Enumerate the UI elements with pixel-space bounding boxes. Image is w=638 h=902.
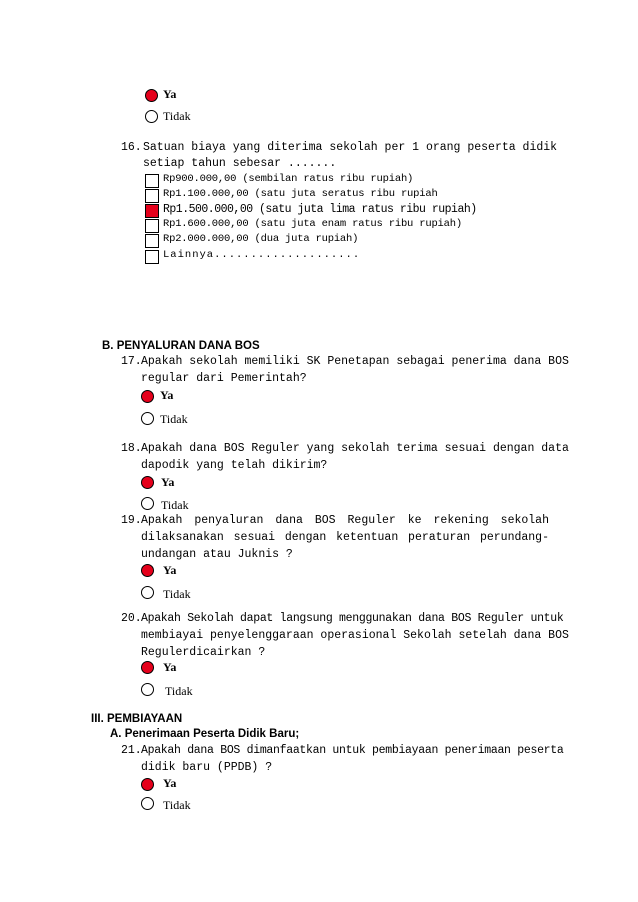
q17-radio-tidak[interactable] <box>141 412 154 425</box>
section-b-title: B. PENYALURAN DANA BOS <box>102 340 260 352</box>
q18-label-tidak: Tidak <box>161 498 189 512</box>
q16-option-2: Rp1.100.000,00 (satu juta seratus ribu rupiah <box>163 188 438 200</box>
q16-checkbox-1[interactable] <box>145 174 159 188</box>
q16-checkbox-4[interactable] <box>145 219 159 233</box>
q21-radio-tidak[interactable] <box>141 797 154 810</box>
q20-text-line2: membiayai penyelenggaraan operasional Sekolah setelah dana BOS <box>141 629 569 642</box>
q18-label-ya: Ya <box>161 475 175 489</box>
q21-label-tidak: Tidak <box>163 798 191 812</box>
q20-text-line1: Apakah Sekolah dapat langsung menggunakan dana BOS Reguler untuk <box>141 612 564 625</box>
q18-text-line2: dapodik yang telah dikirim? <box>141 459 328 472</box>
q21-label-ya: Ya <box>163 776 177 790</box>
q20-label-tidak: Tidak <box>165 684 193 698</box>
q19-text-line2: dilaksanakan sesuai dengan ketentuan peraturan perundang- <box>141 531 549 544</box>
q19-text-line3: undangan atau Juknis ? <box>141 548 293 561</box>
q16-option-3: Rp1.500.000,00 (satu juta lima ratus ribu rupiah) <box>163 203 477 216</box>
q19-text-line1: Apakah penyaluran dana BOS Reguler ke rekening sekolah <box>141 514 549 527</box>
q20-text-line3: Regulerdicairkan ? <box>141 646 266 659</box>
q17-label-tidak: Tidak <box>160 412 188 426</box>
q18-number: 18. <box>121 442 142 455</box>
q17-text-line1: Apakah sekolah memiliki SK Penetapan sebagai penerima dana BOS <box>141 355 569 368</box>
q16-text-line1: Satuan biaya yang diterima sekolah per 1 orang peserta didik <box>143 141 558 154</box>
q20-radio-ya[interactable] <box>141 661 154 674</box>
q18-text-line1: Apakah dana BOS Reguler yang sekolah terima sesuai dengan data <box>141 442 569 455</box>
q15-label-tidak: Tidak <box>163 109 191 123</box>
q17-text-line2: regular dari Pemerintah? <box>141 372 307 385</box>
q17-label-ya: Ya <box>160 388 174 402</box>
section-iii-title: III. PEMBIAYAAN <box>91 713 183 725</box>
q15-radio-tidak[interactable] <box>145 110 158 123</box>
q16-checkbox-5[interactable] <box>145 234 159 248</box>
q16-text-line2: setiap tahun sebesar ....... <box>143 157 337 170</box>
q16-checkbox-2[interactable] <box>145 189 159 203</box>
section-iii-subtitle: A. Penerimaan Peserta Didik Baru; <box>110 728 300 740</box>
q19-radio-tidak[interactable] <box>141 586 154 599</box>
q16-option-1: Rp900.000,00 (sembilan ratus ribu rupiah) <box>163 173 414 185</box>
q21-radio-ya[interactable] <box>141 778 154 791</box>
q19-label-tidak: Tidak <box>163 587 191 601</box>
q20-radio-tidak[interactable] <box>141 683 154 696</box>
q17-number: 17. <box>121 355 142 368</box>
q16-option-4: Rp1.600.000,00 (satu juta enam ratus ribu rupiah) <box>163 218 462 230</box>
q21-number: 21. <box>121 744 142 757</box>
q20-label-ya: Ya <box>163 660 177 674</box>
q16-checkbox-3[interactable] <box>145 204 159 218</box>
q17-radio-ya[interactable] <box>141 390 154 403</box>
q15-label-ya: Ya <box>163 87 177 101</box>
q16-option-6: Lainnya.................... <box>163 249 361 261</box>
q15-radio-ya[interactable] <box>145 89 158 102</box>
q21-text-line2: didik baru (PPDB) ? <box>141 761 273 774</box>
q16-number: 16. <box>121 141 142 154</box>
q20-number: 20. <box>121 612 142 625</box>
q19-radio-ya[interactable] <box>141 564 154 577</box>
q16-checkbox-6[interactable] <box>145 250 159 264</box>
q18-radio-tidak[interactable] <box>141 497 154 510</box>
q19-number: 19. <box>121 514 142 527</box>
q21-text-line1: Apakah dana BOS dimanfaatkan untuk pembiayaan penerimaan peserta <box>141 744 564 757</box>
q16-option-5: Rp2.000.000,00 (dua juta rupiah) <box>163 233 359 245</box>
q18-radio-ya[interactable] <box>141 476 154 489</box>
q19-label-ya: Ya <box>163 563 177 577</box>
